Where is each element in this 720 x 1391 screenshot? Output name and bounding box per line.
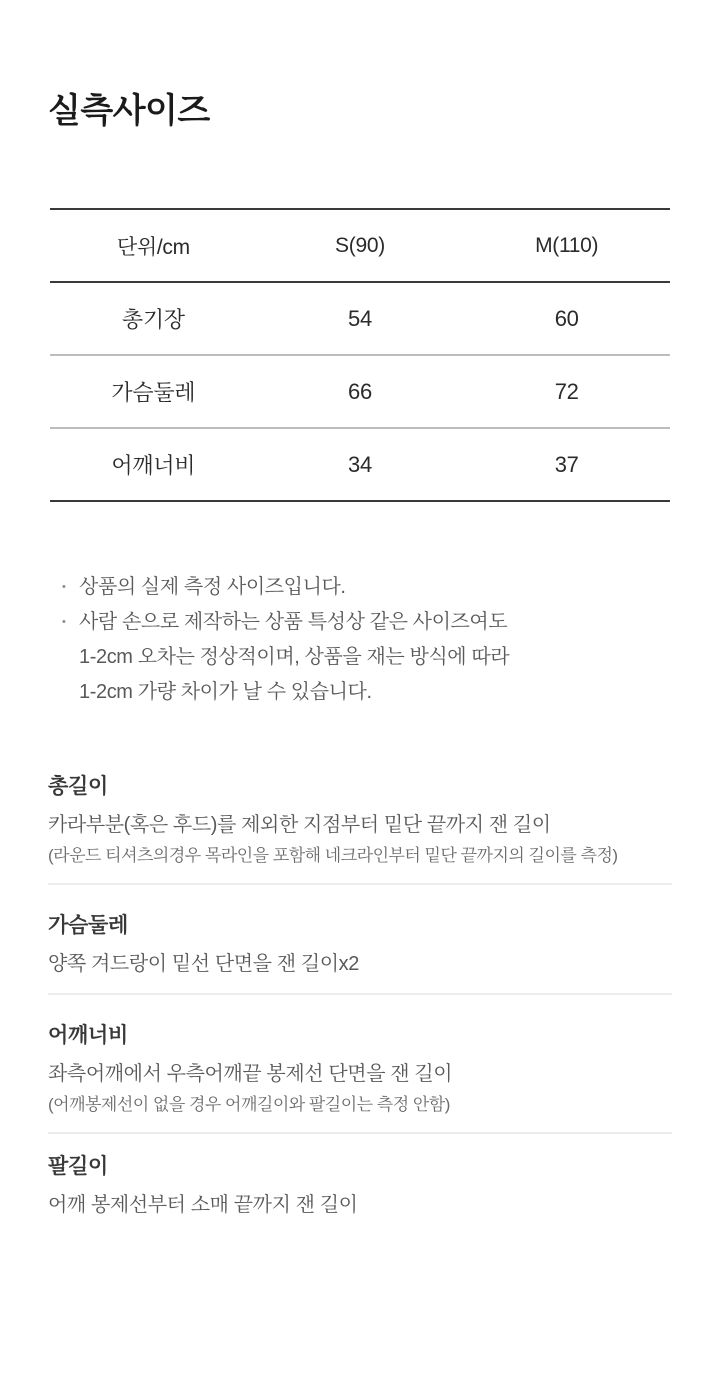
note-text (79, 605, 509, 710)
table-row (50, 355, 670, 428)
section-description: 카라부분(혹은 후드)를 제외한 지점부터 밑단 끝까지 잰 길이 (48, 814, 551, 836)
list-item (62, 605, 672, 710)
section-description: 좌측어깨에서 우측어깨끝 봉제선 단면을 잰 길이 (48, 1063, 453, 1085)
cell-chest-s: 66 (257, 355, 464, 428)
notes-list (62, 570, 672, 710)
note-text (79, 570, 346, 605)
size-table (50, 208, 670, 502)
column-header-size-m: M(110) (463, 209, 670, 282)
section-divider (48, 883, 672, 885)
bullet-icon: • (62, 581, 66, 593)
column-header-size-s: S(90) (257, 209, 464, 282)
section-note: (라운드 티셔츠의경우 목라인을 포함해 네크라인부터 밑단 끝까지의 길이를 측정) (48, 846, 618, 865)
bullet-icon: • (62, 616, 66, 628)
cell-chest-m: 72 (463, 355, 670, 428)
table-row (50, 282, 670, 355)
row-label-chest: 가슴둘레 (50, 355, 257, 428)
note-line: 사람 손으로 제작하는 상품 특성상 같은 사이즈여도 (79, 611, 508, 633)
section-description: 양쪽 겨드랑이 밑선 단면을 잰 길이x2 (48, 953, 359, 975)
section-title: 총길이 (48, 775, 108, 798)
cell-total-length-m: 60 (463, 282, 670, 355)
row-label-shoulder: 어깨너비 (50, 428, 257, 501)
list-item (62, 570, 672, 605)
column-header-unit: 단위/cm (50, 209, 257, 282)
cell-total-length-s: 54 (257, 282, 464, 355)
section-divider (48, 1132, 672, 1134)
measure-section-arm-length (48, 1152, 672, 1220)
size-info-page (0, 90, 720, 1391)
measure-section-shoulder (48, 1021, 672, 1118)
size-table-header-row (50, 209, 670, 282)
page-title: 실측사이즈 (48, 92, 210, 130)
section-divider (48, 993, 672, 995)
note-line: 상품의 실제 측정 사이즈입니다. (79, 576, 346, 598)
section-title: 가슴둘레 (48, 914, 128, 937)
note-line: 1-2cm 가량 차이가 날 수 있습니다. (79, 681, 372, 703)
measure-section-total-length (48, 772, 672, 869)
section-description: 어깨 봉제선부터 소매 끝까지 잰 길이 (48, 1194, 358, 1216)
cell-shoulder-m: 37 (463, 428, 670, 501)
section-note: (어깨봉제선이 없을 경우 어깨길이와 팔길이는 측정 안함) (48, 1095, 450, 1114)
measure-section-chest (48, 911, 672, 979)
note-line: 1-2cm 오차는 정상적이며, 상품을 재는 방식에 따라 (79, 646, 510, 668)
section-title: 어깨너비 (48, 1024, 128, 1047)
section-title: 팔길이 (48, 1155, 108, 1178)
table-row (50, 428, 670, 501)
cell-shoulder-s: 34 (257, 428, 464, 501)
row-label-total-length: 총기장 (50, 282, 257, 355)
